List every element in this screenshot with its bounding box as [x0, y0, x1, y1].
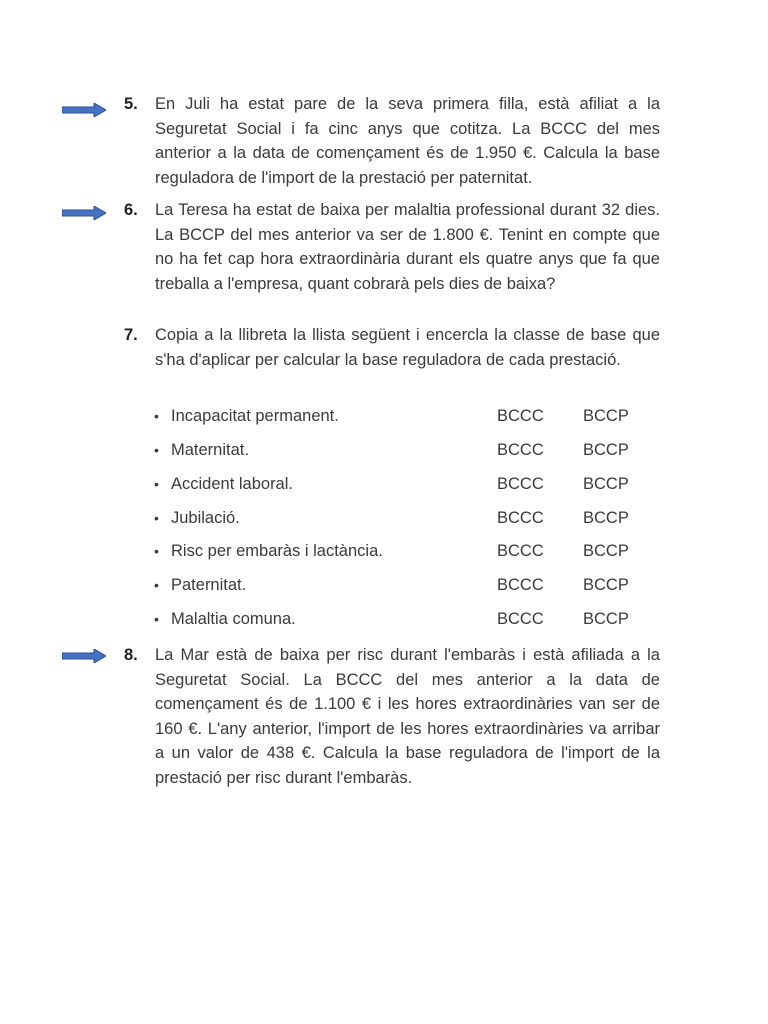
list-item — [0, 573, 768, 597]
exercise-text: La Mar està de baixa per risc durant l'embaràs i està afiliada a la Seguretat Social. La BCCC del mes anterior a la data de començament és de 1.100 € i les hores extraordinàries van ser de 160 €. L'any anterior, l'import de les hores extraordinàries va arribar a un valor de 438 €. Calcula la base reguladora de l'import de la prestació per risc durant l'embaràs. — [155, 646, 660, 787]
list-item — [0, 404, 768, 428]
option-bccp: BCCP — [583, 610, 629, 628]
exercise-number: 6. — [124, 201, 138, 219]
list-item — [0, 539, 768, 563]
option-bccp: BCCP — [583, 576, 629, 594]
arrow-right-icon — [62, 649, 106, 663]
list-item-label: Accident laboral. — [171, 475, 293, 493]
exercise-number: 7. — [124, 326, 138, 344]
list-item-label: Maternitat. — [171, 441, 249, 459]
list-item — [0, 607, 768, 631]
exercise-number: 8. — [124, 646, 138, 664]
option-bccc: BCCC — [497, 475, 544, 493]
option-bccp: BCCP — [583, 407, 629, 425]
list-item — [0, 438, 768, 462]
option-bccc: BCCC — [497, 509, 544, 527]
option-bccp: BCCP — [583, 475, 629, 493]
bullet: • — [154, 611, 159, 627]
bullet: • — [154, 543, 159, 559]
exercise-text: En Juli ha estat pare de la seva primera filla, està afiliat a la Seguretat Social i fa cinc anys que cotitza. La BCCC del mes anterior a la data de començament és de 1.950 €. Calcula la base reguladora de l'import de la prestació per paternitat. — [155, 95, 660, 187]
bullet: • — [154, 408, 159, 424]
option-bccc: BCCC — [497, 407, 544, 425]
list-item-label: Incapacitat permanent. — [171, 407, 339, 425]
bullet: • — [154, 510, 159, 526]
option-bccp: BCCP — [583, 509, 629, 527]
option-bccc: BCCC — [497, 542, 544, 560]
list-item-label: Risc per embaràs i lactància. — [171, 542, 383, 560]
list-item — [0, 506, 768, 530]
option-bccc: BCCC — [497, 610, 544, 628]
exercise-text: Copia a la llibreta la llista següent i encercla la classe de base que s'ha d'aplicar per calcular la base reguladora de cada prestació. — [155, 326, 660, 369]
list-item-label: Malaltia comuna. — [171, 610, 296, 628]
option-bccc: BCCC — [497, 576, 544, 594]
option-bccc: BCCC — [497, 441, 544, 459]
exercise-number: 5. — [124, 95, 138, 113]
list-item-label: Jubilació. — [171, 509, 240, 527]
arrow-right-icon — [62, 103, 106, 117]
exercise-text: La Teresa ha estat de baixa per malaltia professional durant 32 dies. La BCCP del mes anterior va ser de 1.800 €. Tenint en compte que no ha fet cap hora extraordinària durant els quatre anys que fa que treballa a l'empresa, quant cobrarà pels dies de baixa? — [155, 201, 660, 293]
list-item — [0, 472, 768, 496]
option-bccp: BCCP — [583, 441, 629, 459]
list-item-label: Paternitat. — [171, 576, 247, 594]
arrow-right-icon — [62, 206, 106, 220]
bullet: • — [154, 577, 159, 593]
bullet: • — [154, 476, 159, 492]
option-bccp: BCCP — [583, 542, 629, 560]
bullet: • — [154, 442, 159, 458]
